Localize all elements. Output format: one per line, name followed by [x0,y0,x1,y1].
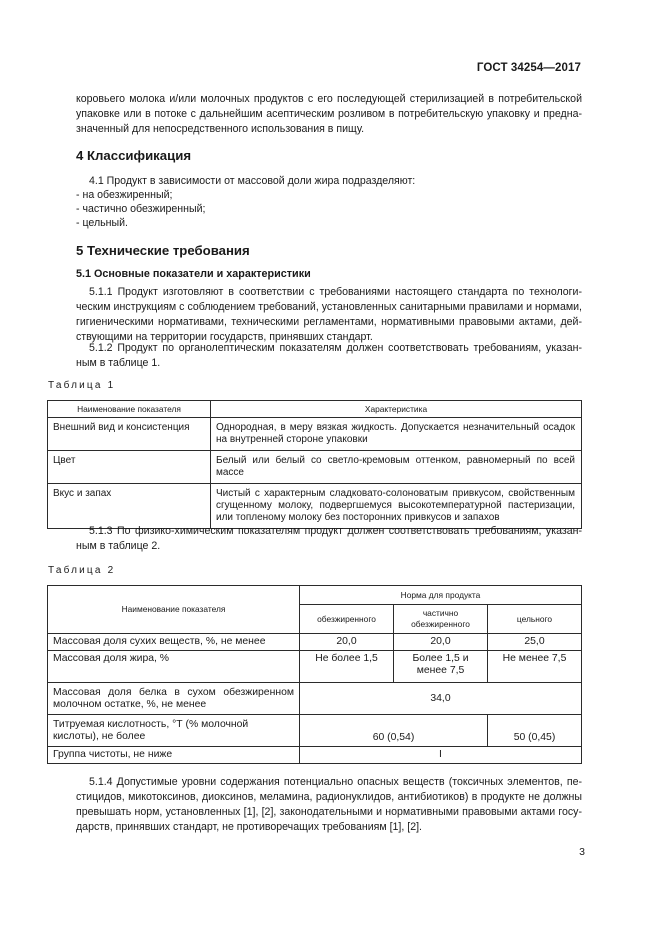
row-name: Внешний вид и консистенция [48,418,211,451]
text-line: 5.1.2 Продукт по органолептическим показателям должен соответствовать требованиям, указан- [89,342,582,354]
text-line: упаковке или в потоке с дальнейшим асептическим розливом в потребительскую упаковку и предна- [76,108,582,120]
classification-lead: 4.1 Продукт в зависимости от массовой доли жира подразделяют: [89,175,416,187]
cell-value: Не более 1,5 [300,651,394,683]
column-header: частично обезжиренного [394,605,488,634]
list-item: - цельный. [76,217,128,229]
table-row [48,715,582,747]
table-row [48,418,582,451]
cell-value: 20,0 [394,634,488,651]
page-number: 3 [579,846,585,858]
table-1-caption: Таблица 1 [48,380,116,391]
table-1-header-characteristic: Характеристика [211,401,582,418]
table-1 [47,400,582,529]
text-line: ным в таблице 2. [76,540,161,552]
cell-value: 60 (0,54) [300,715,488,747]
paragraph-5-1-1 [76,285,582,345]
table-row [48,683,582,715]
row-name: Вкус и запах [48,484,211,529]
text-line: превышать норм, установленных [1], [2], законодательными и нормативными правовыми актами госу- [76,806,582,818]
table-row [48,634,582,651]
cell-value: Не менее 7,5 [488,651,582,683]
subsection-5-1-title: 5.1 Основные показатели и характеристики [76,268,311,280]
text-line: коровьего молока и/или молочных продуктов с его последующей стерилизацией в потребительской [76,93,582,105]
text-line: значенный для непосредственного использования в пищу. [76,123,365,135]
row-name: Массовая доля белка в сухом обезжиренном молочном остатке, %, не менее [48,683,300,715]
cell-value: I [300,747,582,764]
row-name: Группа чистоты, не ниже [48,747,300,764]
paragraph-5-1-3 [76,524,582,554]
cell-value: 25,0 [488,634,582,651]
table-row [48,484,582,529]
document-id: ГОСТ 34254—2017 [476,62,581,74]
table-row [48,747,582,764]
text-line: 5.1.1 Продукт изготовляют в соответствии с требованиями настоящего стандарта по технологи- [89,286,582,298]
cell-value: 20,0 [300,634,394,651]
list-item: - частично обезжиренный; [76,203,206,215]
text-line: ческим инструкциям с соблюдением требований, установленных санитарными правилами и нормами, [76,301,582,313]
row-name: Массовая доля жира, % [48,651,300,683]
text-line: ствующими на территории государств, принявших стандарт. [76,331,373,343]
section-5-title: 5 Технические требования [76,243,250,258]
intro-paragraph [76,92,582,137]
table-2-header-name: Наименование показателя [48,586,300,634]
text-line: стицидов, микотоксинов, диоксинов, меламина, радионуклидов, антибиотиков) в продукте не должны [76,791,582,803]
table-2-header-group: Норма для продукта [300,586,582,605]
section-4-title: 4 Классификация [76,148,192,163]
paragraph-5-1-4 [76,775,582,835]
row-name: Массовая доля сухих веществ, %, не менее [48,634,300,651]
cell-value: 50 (0,45) [488,715,582,747]
column-header: цельного [488,605,582,634]
text-line: дарств, принявших стандарт, не противоречащих требованиям [1], [2]. [76,821,422,833]
cell-value: Более 1,5 и менее 7,5 [394,651,488,683]
text-line: гигиеническими нормативами, техническими регламентами, нормативными правовыми актами, дей- [76,316,582,328]
list-item: - на обезжиренный; [76,189,173,201]
row-name: Титруемая кислотность, °Т (% молочной кислоты), не более [48,715,300,747]
cell-value: 34,0 [300,683,582,715]
table-2 [47,585,582,764]
text-line: 5.1.4 Допустимые уровни содержания потенциально опасных веществ (токсичных элементов, пе- [89,776,582,788]
table-row [48,651,582,683]
row-name: Цвет [48,451,211,484]
row-value: Белый или белый со светло-кремовым оттенком, равномерный по всей массе [211,451,582,484]
table-row [48,451,582,484]
text-line: 5.1.3 По физико-химическим показателям продукт должен соответствовать требованиям, указан- [89,525,582,537]
row-value: Чистый с характерным сладковато-солоноватым привкусом, свойственным сгущенному молоку, подвергшемуся высокотемпературной пастеризации, или топленому молоку без посторонних привкусов и запахов [211,484,582,529]
table-1-header-name: Наименование показателя [48,401,211,418]
text-line: ным в таблице 1. [76,357,161,369]
row-value: Однородная, в меру вязкая жидкость. Допускается незначительный осадок на внутренней стороне упаковки [211,418,582,451]
table-2-caption: Таблица 2 [48,565,116,576]
paragraph-5-1-2 [76,341,582,371]
column-header: обезжиренного [300,605,394,634]
